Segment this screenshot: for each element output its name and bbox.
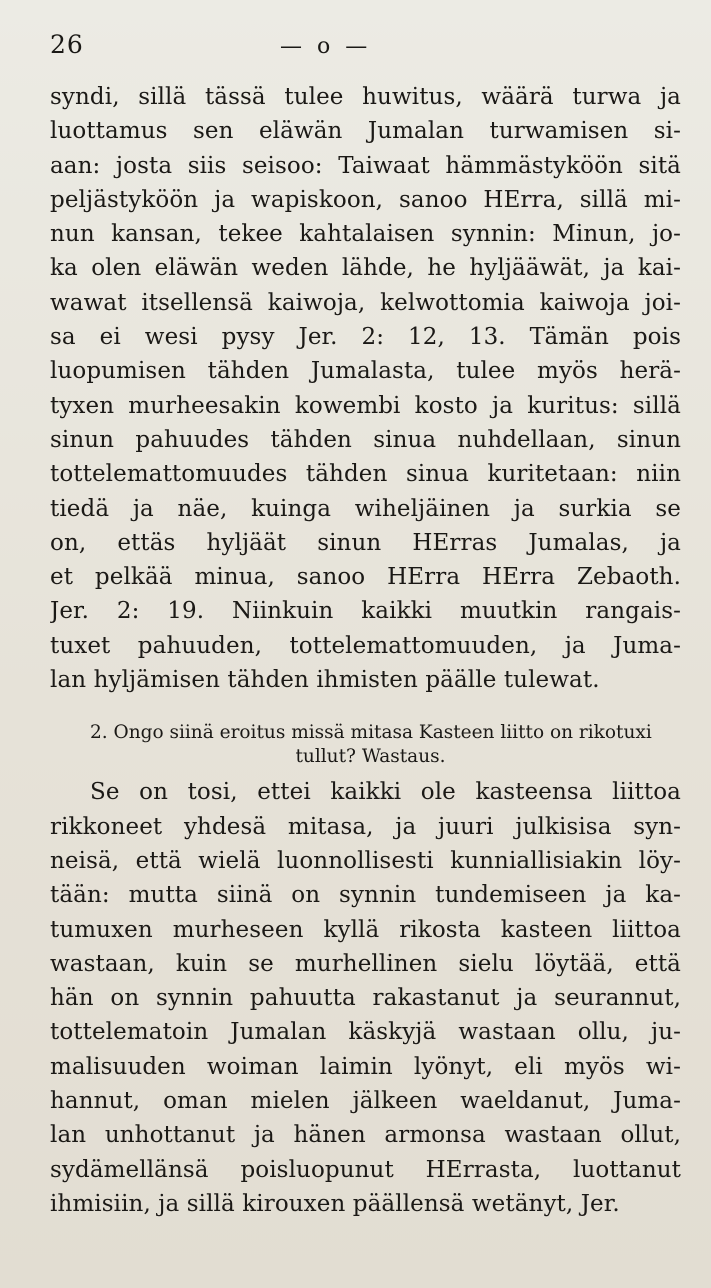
paragraph2-line: wastaan, kuin se murhellinen sielu löytää, että	[50, 950, 681, 977]
paragraph1-line: nun kansan, tekee kahtalaisen synnin: Minun, jo-	[50, 221, 681, 248]
paragraph1-line: peljästyköön ja wapiskoon, sanoo HErra, sillä mi-	[50, 186, 681, 213]
paragraph1-line: tuxet pahuuden, tottelemattomuuden, ja Juma-	[50, 632, 681, 659]
paragraph2-line: sydämellänsä poisluopunut HErrasta, luottanut	[50, 1156, 681, 1183]
paragraph2-line: tään: mutta siinä on synnin tundemiseen ja ka-	[50, 882, 681, 909]
paragraph1-line: et pelkää minua, sanoo HErra HErra Zebaoth.	[50, 564, 681, 591]
paragraph-1	[50, 80, 681, 697]
paragraph2-line: tottelematoin Jumalan käskyjä wastaan ollu, ju-	[50, 1019, 681, 1046]
paragraph-2	[50, 775, 681, 1221]
question-heading	[90, 721, 681, 769]
paragraph1-line: tottelemattomuudes tähden sinua kuritetaan: niin	[50, 461, 681, 488]
paragraph1-line: luopumisen tähden Jumalasta, tulee myös herä-	[50, 358, 681, 385]
paragraph1-line: sa ei wesi pysy Jer. 2: 12, 13. Tämän pois	[50, 324, 681, 351]
paragraph2-line: ihmisiin, ja sillä kirouxen päällensä wetänyt, Jer.	[50, 1190, 620, 1217]
paragraph2-line: hannut, oman mielen jälkeen waeldanut, Juma-	[50, 1088, 681, 1115]
paragraph1-line: luottamus sen eläwän Jumalan turwamisen si-	[50, 118, 681, 145]
paragraph1-line: wawat itsellensä kaiwoja, kelwottomia kaiwoja joi-	[50, 289, 681, 316]
paragraph2-line: rikkoneet yhdesä mitasa, ja juuri julkisisa syn-	[50, 813, 681, 840]
paragraph1-line: on, ettäs hyljäät sinun HErras Jumalas, ja	[50, 529, 681, 556]
paragraph1-line: ka olen eläwän weden lähde, he hyljääwät, ja kai-	[50, 255, 681, 282]
paragraph1-line: aan: josta siis seisoo: Taiwaat hämmästyköön sitä	[50, 152, 681, 179]
paragraph1-line: Jer. 2: 19. Niinkuin kaikki muutkin rangais-	[50, 598, 681, 625]
paragraph1-line: sinun pahuudes tähden sinua nuhdellaan, sinun	[50, 426, 681, 453]
paragraph2-line: tumuxen murheseen kyllä rikosta kasteen liittoa	[50, 916, 681, 943]
question-line-2: tullut? Wastaus.	[295, 746, 446, 768]
paragraph2-line: neisä, että wielä luonnollisesti kunniallisiakin löy-	[50, 847, 681, 874]
header-ornament: — o —	[280, 34, 372, 59]
paragraph1-line: syndi, sillä tässä tulee huwitus, wäärä turwa ja	[50, 84, 681, 110]
paragraph1-line: tyxen murheesakin kowembi kosto ja kuritus: sillä	[50, 392, 681, 419]
paragraph2-line: hän on synnin pahuutta rakastanut ja seurannut,	[50, 985, 681, 1012]
paragraph2-line: lan unhottanut ja hänen armonsa wastaan ollut,	[50, 1122, 681, 1149]
paragraph2-line: Se on tosi, ettei kaikki ole kasteensa liittoa	[90, 779, 681, 806]
paragraph1-line: tiedä ja näe, kuinga wiheljäinen ja surkia se	[50, 495, 681, 522]
page-number: 26	[50, 30, 84, 59]
paragraph1-line: lan hyljämisen tähden ihmisten päälle tulewat.	[50, 667, 600, 694]
page-header	[50, 30, 681, 80]
question-line-1: 2. Ongo siinä eroitus missä mitasa Kasteen liitto on rikotuxi	[90, 722, 652, 744]
paragraph2-line: malisuuden woiman laimin lyönyt, eli myös wi-	[50, 1053, 681, 1080]
